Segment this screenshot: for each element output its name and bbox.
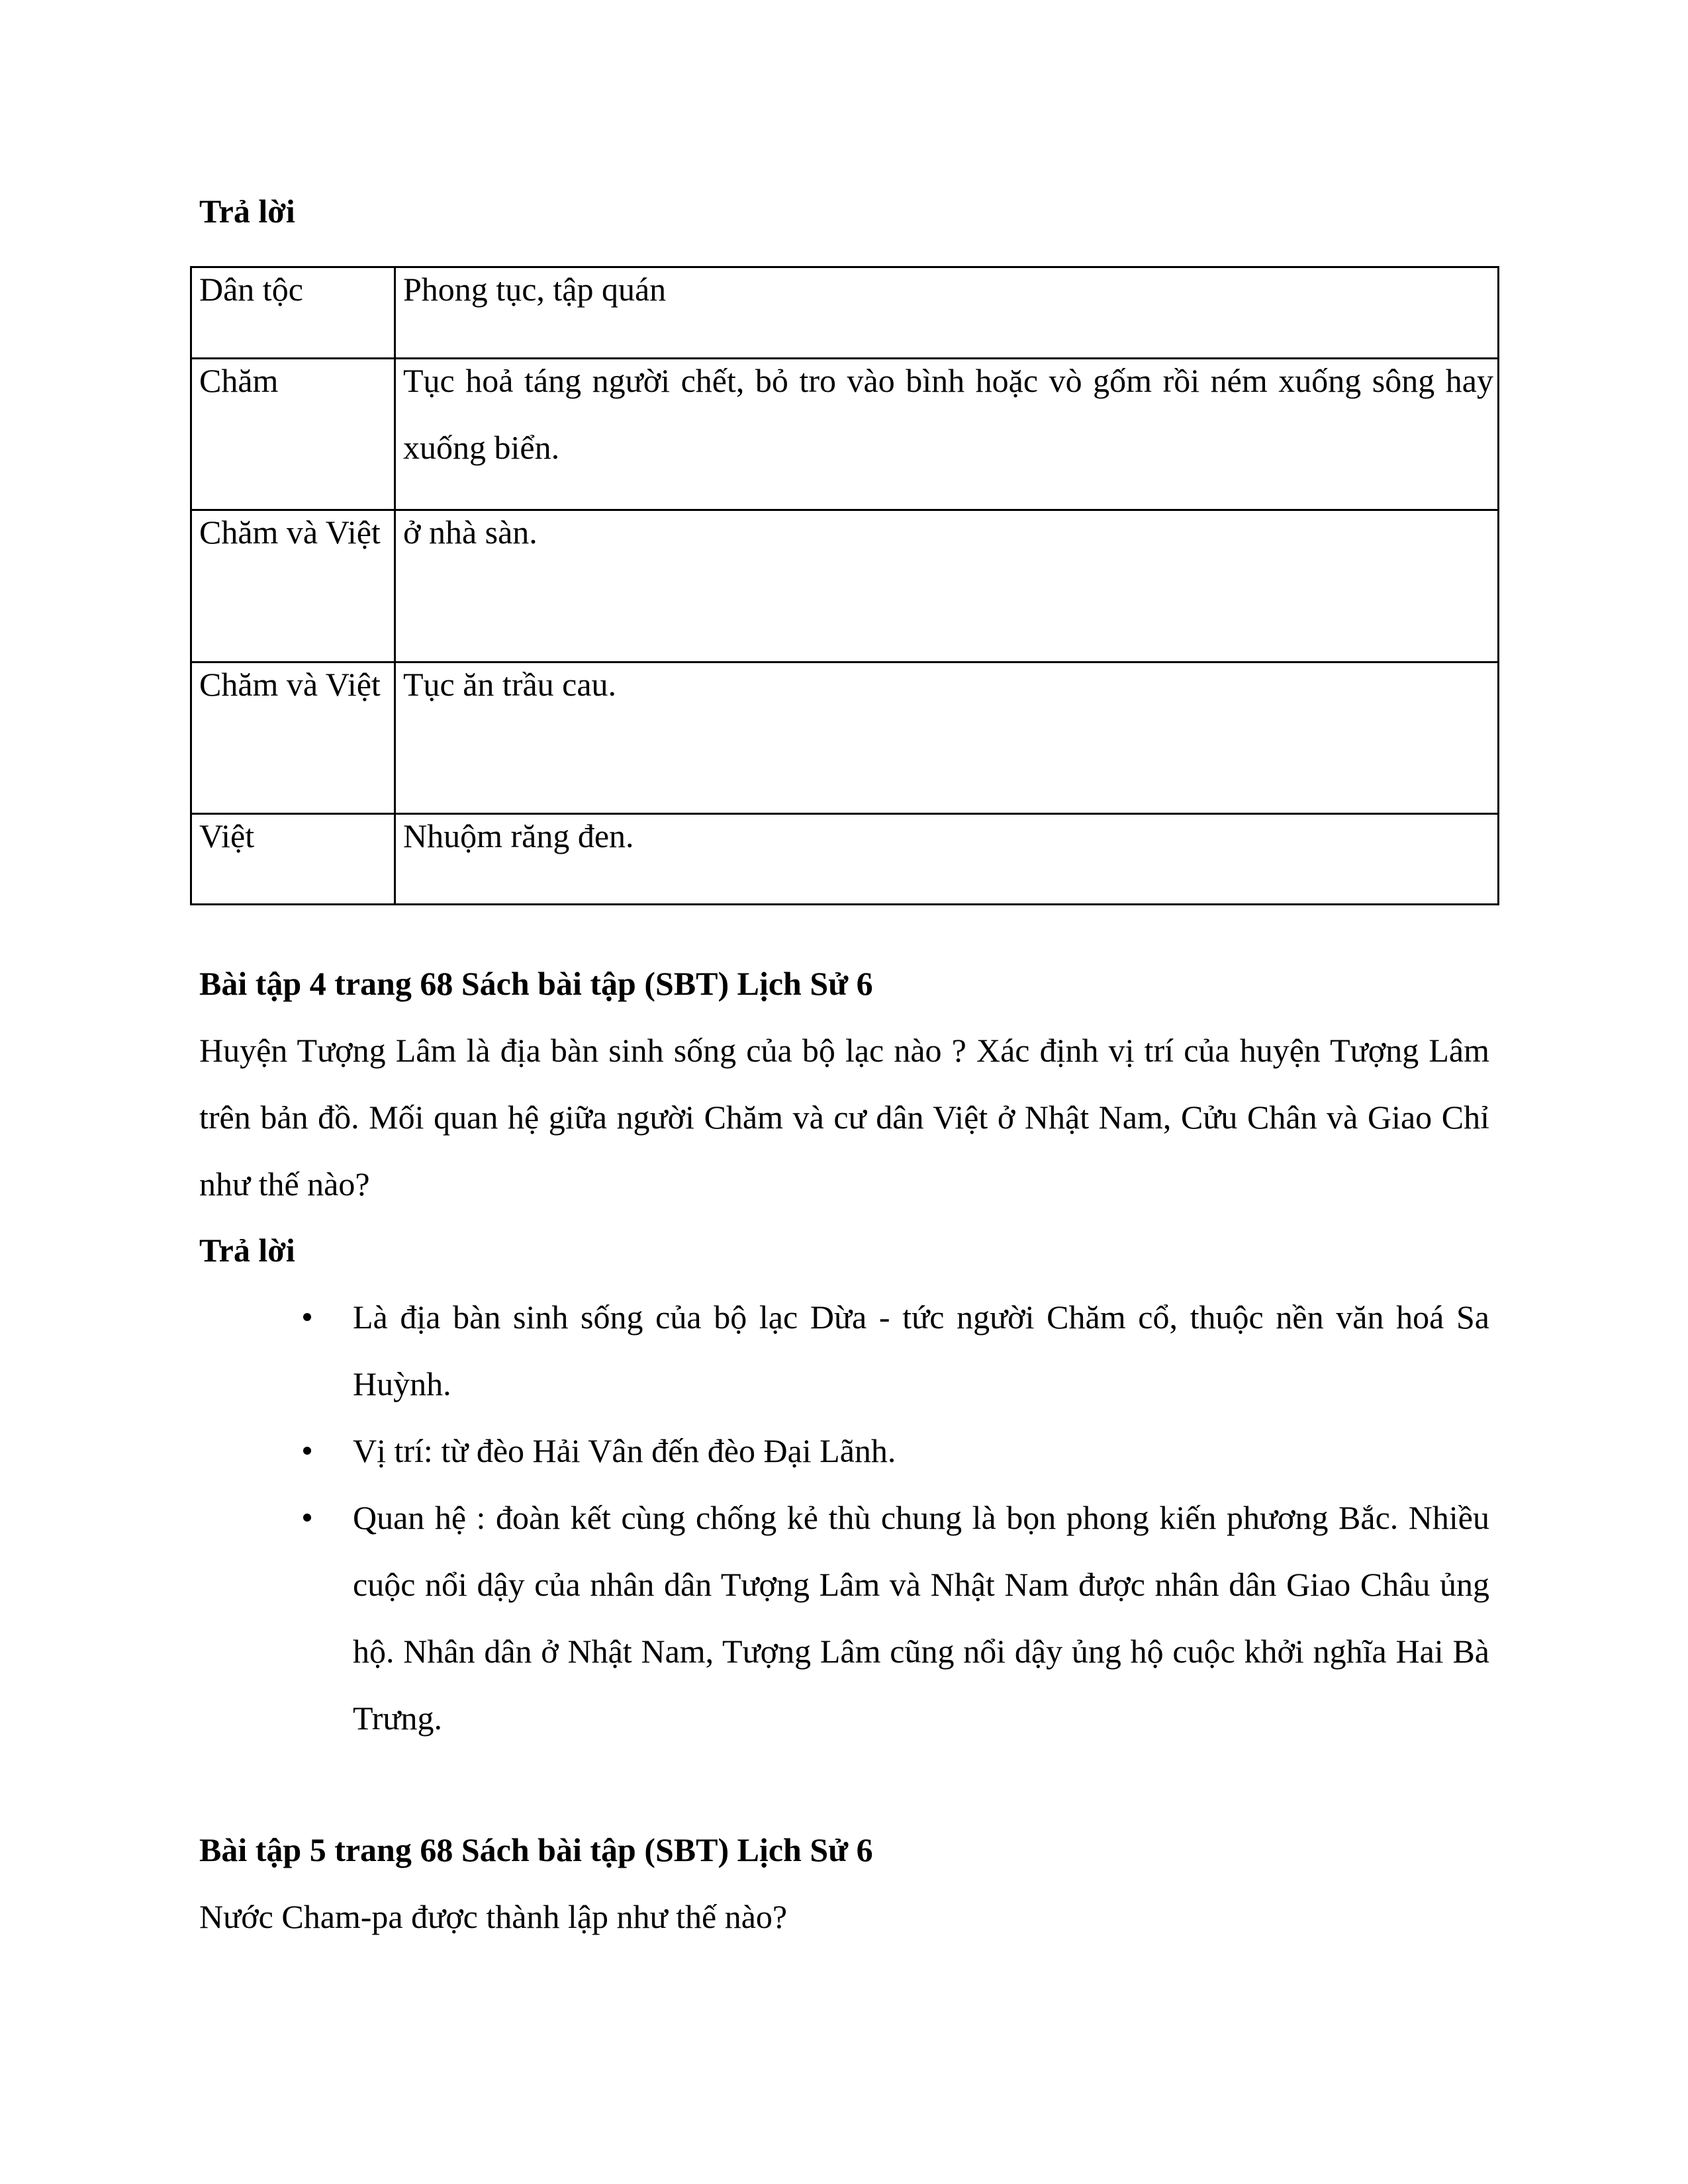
table-cell bbox=[191, 359, 395, 510]
bullet-icon bbox=[303, 1313, 311, 1321]
custom-cell: Tục hoả táng người chết, bỏ tro vào bình hoặc vò gốm rồi ném xuống sông hay xuống biển. bbox=[403, 362, 1493, 466]
bullet-icon bbox=[303, 1447, 311, 1455]
people-cell: Việt bbox=[199, 817, 255, 854]
table-row bbox=[191, 814, 1499, 905]
header-custom: Phong tục, tập quán bbox=[403, 271, 667, 308]
exercise4-title: Bài tập 4 trang 68 Sách bài tập (SBT) Lịch Sử 6 bbox=[199, 965, 873, 1002]
custom-cell: Tục ăn trầu cau. bbox=[403, 666, 617, 703]
answer-heading: Trả lời bbox=[199, 193, 295, 230]
bullet-icon bbox=[303, 1514, 311, 1522]
table-cell bbox=[395, 814, 1499, 905]
table-cell bbox=[191, 510, 395, 662]
table-row bbox=[191, 662, 1499, 814]
table-header-cell bbox=[395, 267, 1499, 359]
header-people: Dân tộc bbox=[199, 271, 303, 308]
people-cell: Chăm bbox=[199, 362, 279, 399]
custom-cell: ở nhà sàn. bbox=[403, 514, 538, 551]
customs-table bbox=[190, 266, 1499, 905]
table-cell bbox=[395, 662, 1499, 814]
list-item bbox=[353, 1418, 1489, 1484]
exercise4-answer-list bbox=[353, 1284, 1489, 1752]
exercise4-question: Huyện Tượng Lâm là địa bàn sinh sống của bộ lạc nào ? Xác định vị trí của huyện Tượng Lâm trên bản đồ. Mối quan hệ giữa người Chăm và cư dân Việt ở Nhật Nam, Cửu Chân và Giao Chỉ như thế nào? bbox=[199, 1032, 1489, 1203]
custom-cell: Nhuộm răng đen. bbox=[403, 817, 634, 854]
table-header-cell bbox=[191, 267, 395, 359]
exercise5-title: Bài tập 5 trang 68 Sách bài tập (SBT) Lịch Sử 6 bbox=[199, 1831, 873, 1868]
list-item bbox=[353, 1284, 1489, 1418]
table-header-row bbox=[191, 267, 1499, 359]
list-item-text: Vị trí: từ đèo Hải Vân đến đèo Đại Lãnh. bbox=[353, 1432, 896, 1469]
exercise5-question: Nước Cham-pa được thành lập như thế nào? bbox=[199, 1898, 788, 1935]
list-item-text: Là địa bàn sinh sống của bộ lạc Dừa - tức người Chăm cổ, thuộc nền văn hoá Sa Huỳnh. bbox=[353, 1298, 1489, 1402]
table-cell bbox=[191, 662, 395, 814]
table-cell bbox=[395, 359, 1499, 510]
exercise4-answer-heading: Trả lời bbox=[199, 1232, 295, 1269]
list-item bbox=[353, 1484, 1489, 1752]
people-cell: Chăm và Việt bbox=[199, 666, 381, 703]
people-cell: Chăm và Việt bbox=[199, 514, 381, 551]
table-row bbox=[191, 359, 1499, 510]
table-row bbox=[191, 510, 1499, 662]
table-cell bbox=[395, 510, 1499, 662]
list-item-text: Quan hệ : đoàn kết cùng chống kẻ thù chung là bọn phong kiến phương Bắc. Nhiều cuộc nổi dậy của nhân dân Tượng Lâm và Nhật Nam được nhân dân Giao Châu ủng hộ. Nhân dân ở Nhật Nam, Tượng Lâm cũng nổi dậy ủng hộ cuộc khởi nghĩa Hai Bà Trưng. bbox=[353, 1499, 1489, 1737]
table-cell bbox=[191, 814, 395, 905]
